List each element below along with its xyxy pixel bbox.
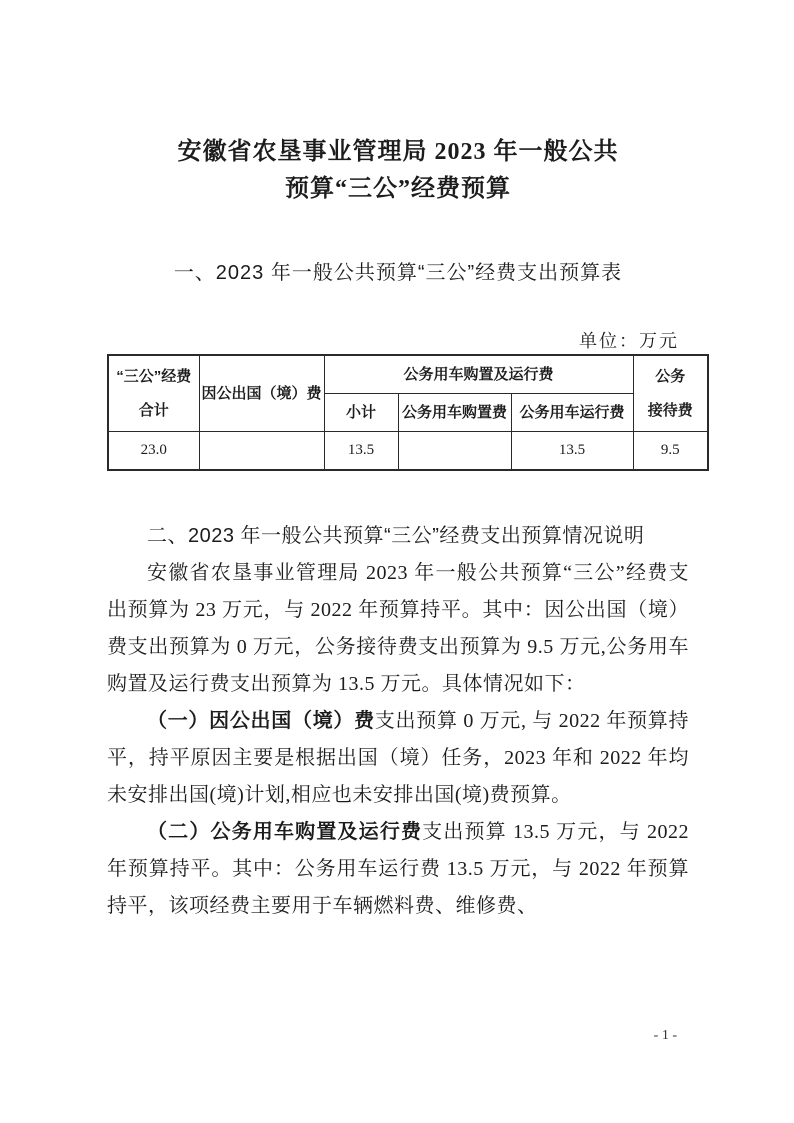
- paragraph-item-2: [107, 814, 689, 925]
- document-title-line-1: 安徽省农垦事业管理局 2023 年一般公共: [177, 139, 619, 165]
- page-number: - 1 -: [653, 1028, 677, 1043]
- column-header-vehicle-subtotal: 小计: [324, 394, 398, 432]
- section-2-heading: 二、2023 年一般公共预算“三公”经费支出预算情况说明: [147, 525, 645, 547]
- paragraph-intro: 安徽省农垦事业管理局 2023 年一般公共预算“三公”经费支出预算为 23 万元，与 2022 年预算持平。其中：因公出国（境）费支出预算为 0 万元，公务接待费支出预算为 9.5 万元,公务用车购置及运行费支出预算为 13.5 万元。具体情况如下：: [107, 562, 689, 695]
- page-content: [107, 0, 707, 925]
- cell-total: 23.0: [108, 432, 199, 471]
- section-1-heading: 一、2023 年一般公共预算“三公”经费支出预算表: [173, 262, 623, 284]
- column-header-total: [108, 355, 199, 432]
- cell-vehicle-purchase: [398, 432, 511, 471]
- cell-vehicle-subtotal: 13.5: [324, 432, 398, 471]
- cell-reception: 9.5: [633, 432, 708, 471]
- paragraph-item-1: [107, 703, 689, 814]
- paragraph-item-1-text: 支出预算 0 万元, 与 2022 年预算持平，持平原因主要是根据出国（境）任务，2023 年和 2022 年均未安排出国(境)计划,相应也未安排出国(境)费预算。: [107, 710, 690, 806]
- cell-vehicle-operation: 13.5: [511, 432, 633, 471]
- paragraph-item-2-text: 支出预算 13.5 万元，与 2022 年预算持平。其中：公务用车运行费 13.5 万元，与 2022 年预算持平，该项经费主要用于车辆燃料费、维修费、: [107, 821, 690, 917]
- paragraph-item-1-lead: （一）因公出国（境）费: [147, 710, 375, 732]
- document-title: [107, 134, 689, 208]
- column-header-total-line-2: 合计: [138, 401, 169, 419]
- column-header-vehicle-group: 公务用车购置及运行费: [324, 355, 633, 394]
- document-title-line-2: 预算“三公”经费预算: [285, 176, 511, 202]
- column-header-reception: [633, 355, 708, 432]
- paragraph-item-2-lead: （二）公务用车购置及运行费: [147, 821, 423, 843]
- column-header-vehicle-purchase: 公务用车购置费: [398, 394, 511, 432]
- column-header-reception-line-1: 公务: [655, 367, 686, 385]
- budget-table: [107, 354, 709, 471]
- table-unit-label: 单位：万元: [579, 331, 679, 351]
- column-header-total-line-1: “三公”经费: [116, 367, 192, 385]
- cell-abroad: [199, 432, 324, 471]
- column-header-vehicle-operation: 公务用车运行费: [511, 394, 633, 432]
- table-data-row: [108, 432, 708, 471]
- column-header-abroad: 因公出国（境）费: [199, 355, 324, 432]
- column-header-reception-line-2: 接待费: [647, 401, 693, 419]
- table-header-row-1: [108, 355, 708, 394]
